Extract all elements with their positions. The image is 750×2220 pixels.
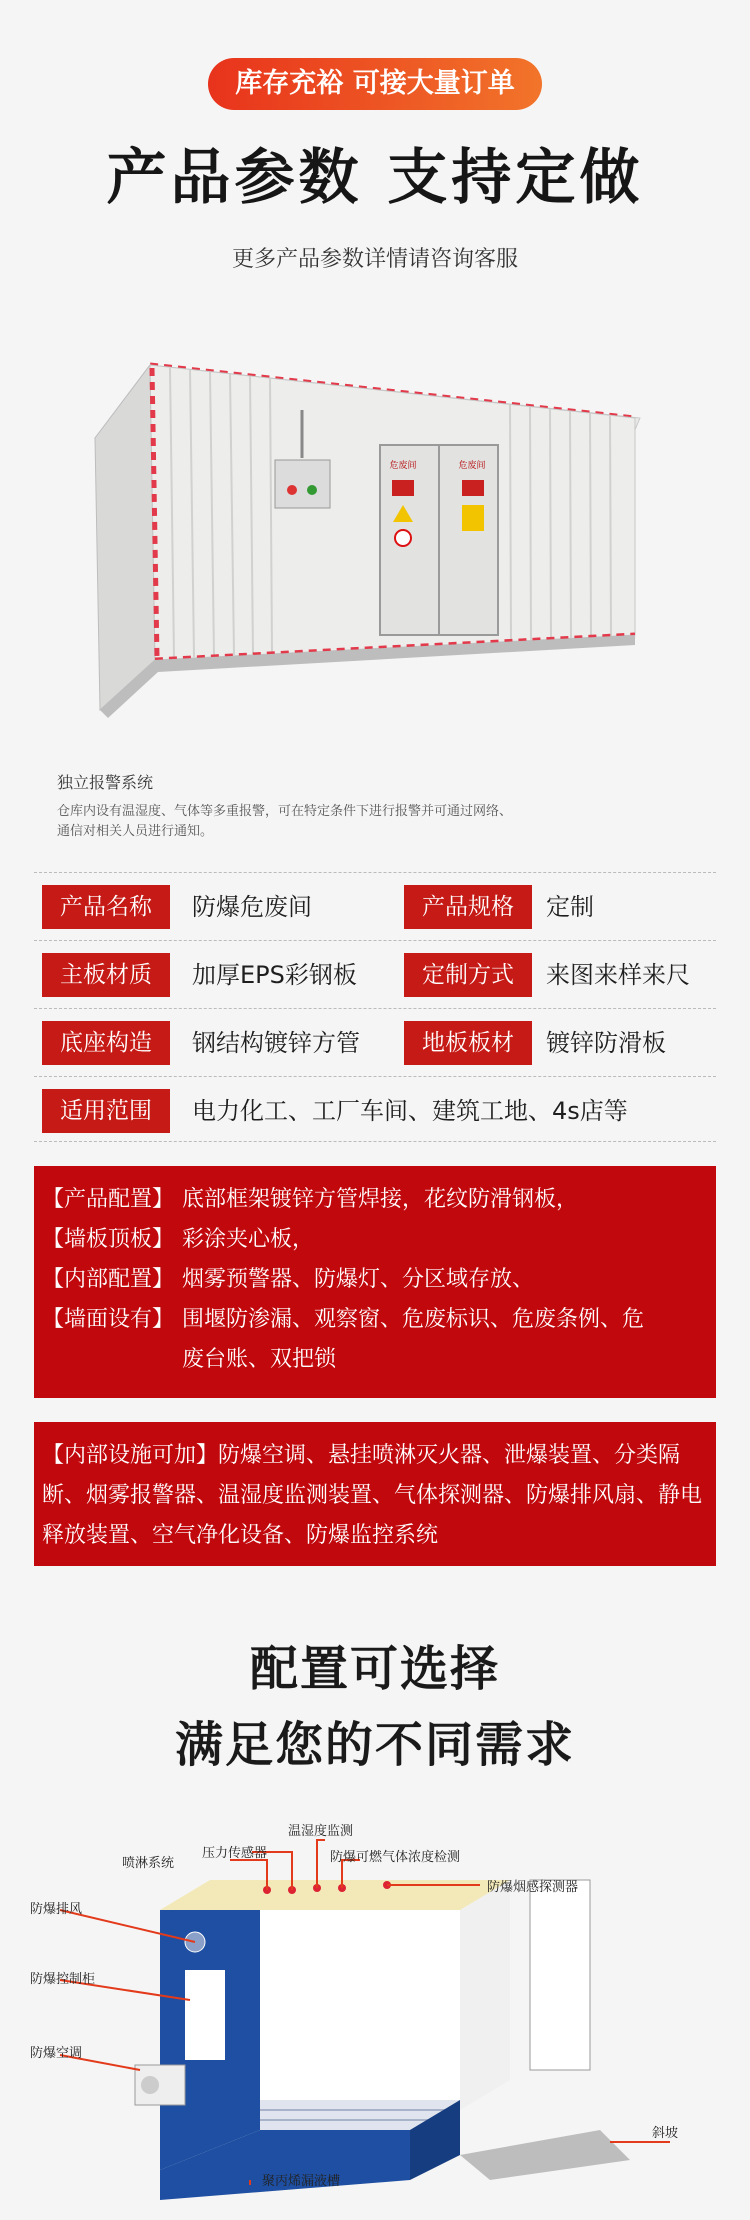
config-key: 【产品配置】 — [42, 1187, 175, 1212]
param-label: 主板材质 — [42, 953, 170, 997]
page-title: 产品参数 支持定做 — [106, 143, 644, 213]
label-leak-tank: 聚丙烯漏液槽 — [262, 2174, 341, 2189]
label-control-cabinet: 防爆控制柜 — [30, 1972, 96, 1987]
config-key: 【墙面设有】 — [42, 1307, 175, 1332]
label-smoke-detector: 防爆烟感探测器 — [487, 1880, 579, 1895]
param-value: 电力化工、工厂车间、建筑工地、4s店等 — [192, 1097, 628, 1125]
param-label: 底座构造 — [42, 1021, 170, 1065]
label-humidity-monitor: 温湿度监测 — [288, 1824, 354, 1839]
param-value: 来图来样来尺 — [546, 961, 690, 989]
param-label: 地板板材 — [404, 1021, 532, 1065]
config-value: 彩涂夹心板， — [182, 1227, 315, 1252]
extra-facilities-text: 【内部设施可加】防爆空调、悬挂喷淋灭火器、泄爆装置、分类隔断、烟雾报警器、温湿度监测装置、气体探测器、防爆排风扇、静电释放装置、空气净化设备、防爆监控系统 — [42, 1443, 703, 1548]
param-row — [34, 1008, 716, 1074]
param-value: 镀锌防滑板 — [546, 1029, 666, 1057]
config-value: 烟雾预警器、防爆灯、分区域存放、 — [182, 1267, 535, 1292]
param-row — [34, 1076, 716, 1142]
config-key: 【内部配置】 — [42, 1267, 175, 1292]
label-pressure-sensor: 压力传感器 — [202, 1846, 268, 1861]
caption-title: 独立报警系统 — [57, 773, 154, 792]
configuration-diagram — [30, 1800, 730, 2200]
section-title-1: 配置可选择 — [249, 1641, 500, 1697]
label-ramp: 斜坡 — [652, 2126, 679, 2141]
config-value: 废台账、双把锁 — [182, 1347, 337, 1372]
config-value: 围堰防渗漏、观察窗、危废标识、危废条例、危 — [182, 1307, 645, 1332]
stock-badge: 库存充裕 可接大量订单 — [208, 58, 542, 110]
param-value: 防爆危废间 — [192, 893, 312, 921]
page-subtitle: 更多产品参数详情请咨询客服 — [231, 247, 518, 272]
config-line — [42, 1222, 182, 1253]
label-exhaust-fan: 防爆排风 — [30, 1902, 83, 1917]
param-label: 适用范围 — [42, 1089, 170, 1133]
config-value: 底部框架镀锌方管焊接，花纹防滑钢板， — [182, 1187, 579, 1212]
config-panel — [34, 1166, 716, 1398]
config-line — [42, 1182, 182, 1213]
door-sign-left: 危废间 — [389, 461, 417, 471]
param-value: 加厚EPS彩钢板 — [192, 961, 357, 989]
label-air-conditioner: 防爆空调 — [30, 2046, 83, 2061]
param-label: 产品规格 — [404, 885, 532, 929]
extra-facilities-panel — [34, 1422, 716, 1566]
config-line — [42, 1302, 182, 1333]
param-label: 产品名称 — [42, 885, 170, 929]
param-value: 钢结构镀锌方管 — [192, 1029, 360, 1057]
label-spray-system: 喷淋系统 — [122, 1856, 175, 1871]
param-row — [34, 872, 716, 938]
door-sign-right: 危废间 — [458, 461, 486, 471]
config-key: 【墙板顶板】 — [42, 1227, 175, 1252]
param-row — [34, 940, 716, 1006]
param-label: 定制方式 — [404, 953, 532, 997]
caption-text: 仓库内设有温湿度、气体等多重报警，可在特定条件下进行报警并可通过网络、通信对相关人员进行通知。 — [57, 804, 513, 839]
param-value: 定制 — [546, 893, 594, 921]
config-line — [42, 1262, 182, 1293]
section-title-2: 满足您的不同需求 — [174, 1717, 575, 1773]
label-gas-detection: 防爆可燃气体浓度检测 — [330, 1850, 461, 1865]
product-photo — [80, 350, 680, 730]
